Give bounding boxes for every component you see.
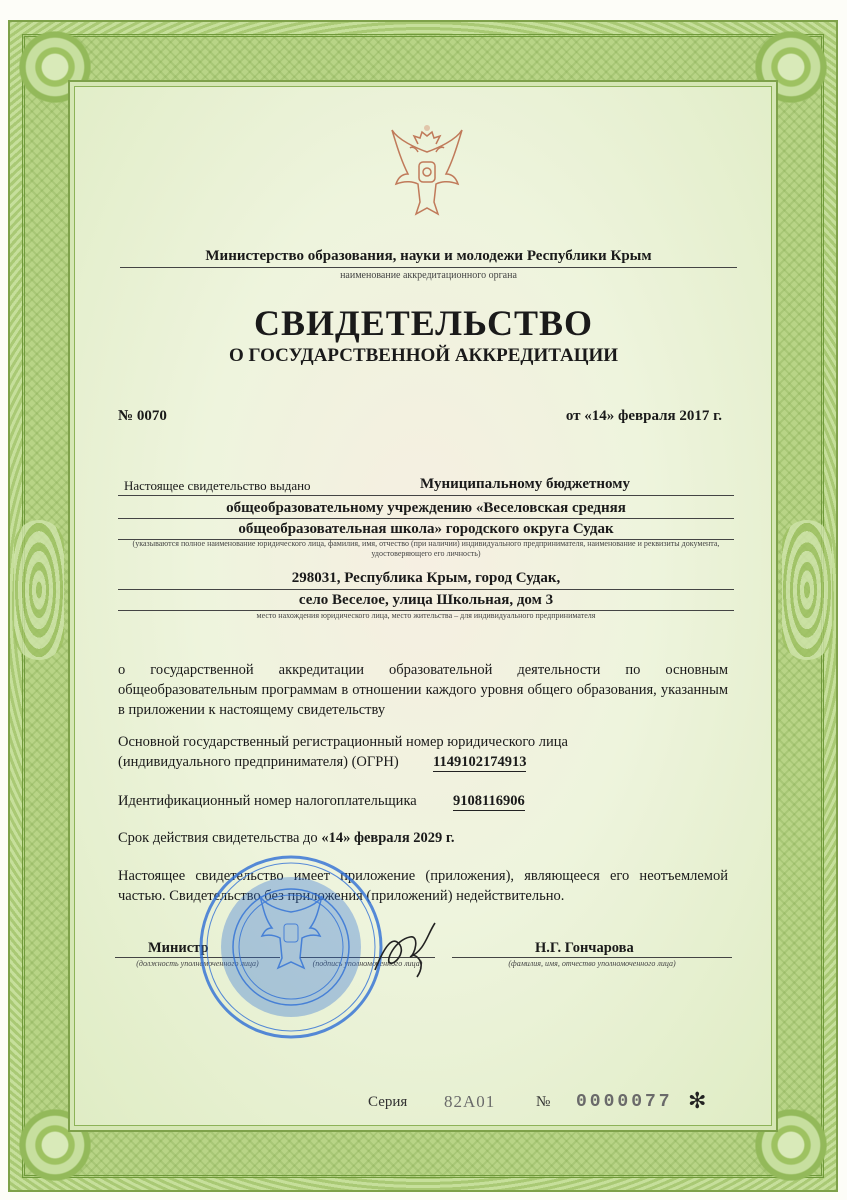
- form-number-value: 0000077: [576, 1092, 673, 1112]
- coat-of-arms-icon: [388, 122, 466, 222]
- registration-number: № 0070: [118, 408, 167, 424]
- appendix-text: Настоящее свидетельство имеет приложение (приложения), являющееся его неотъемлемой частью. Свидетельство без приложения (приложений) недействительно.: [118, 868, 728, 904]
- inn-value: 9108116906: [453, 793, 525, 809]
- asterisk-mark: ✻: [688, 1088, 707, 1113]
- issued-to-label: Настоящее свидетельство выдано: [124, 478, 311, 493]
- inn-label: Идентификационный номер налогоплательщика: [118, 793, 417, 809]
- divider: [452, 957, 732, 958]
- role-caption: (должность уполномоченного лица): [136, 959, 259, 968]
- validity: [118, 830, 454, 847]
- validity-label: Срок действия свидетельства до: [118, 830, 318, 846]
- issue-date: от «14» февраля 2017 г.: [565, 408, 722, 424]
- form-number-label: №: [536, 1094, 551, 1110]
- address-line-2: село Веселое, улица Школьная, дом 3: [298, 592, 554, 608]
- ogrn-label-cont: (индивидуального предпринимателя) (ОГРН): [118, 754, 399, 770]
- official-seal-icon: [196, 852, 386, 1042]
- accreditation-text: о государственной аккредитации образовательной деятельности по основным общеобразовательным программам в отношении каждого уровня общего образования, указанным в приложении к настоящему свидетельству: [118, 662, 728, 718]
- address-caption: место нахождения юридического лица, место жительства – для индивидуального предпринимателя: [256, 611, 596, 620]
- document-title: СВИДЕТЕЛЬСТВО: [253, 303, 594, 343]
- signer-role: Министр: [148, 940, 209, 956]
- organization-line-2: общеобразовательному учреждению «Веселовская средняя: [226, 500, 626, 516]
- divider: [118, 589, 734, 590]
- issuer-caption: наименование аккредитационного органа: [340, 270, 517, 281]
- divider: [118, 518, 734, 519]
- issuer-name: Министерство образования, науки и молодежи Республики Крым: [205, 248, 652, 264]
- signature-caption: (подпись уполномоченного лица): [312, 959, 423, 968]
- series-value: 82А01: [444, 1092, 496, 1111]
- signature-mark: [365, 915, 445, 985]
- organization-caption: (указываются полное наименование юридического лица, фамилия, имя, отчество (при наличии) индивидуального предпринимателя, наименование и реквизиты документа, удостоверяющего его личность): [132, 539, 720, 558]
- validity-date: «14» февраля 2029 г.: [321, 830, 455, 846]
- signer-name: Н.Г. Гончарова: [535, 940, 634, 956]
- document-subtitle: О ГОСУДАРСТВЕННОЙ АККРЕДИТАЦИИ: [228, 345, 619, 366]
- organization-line-1: Муниципальному бюджетному: [420, 476, 630, 492]
- ogrn-value: 1149102174913: [433, 754, 527, 770]
- divider: [118, 495, 734, 496]
- signer-caption: (фамилия, имя, отчество уполномоченного лица): [508, 959, 676, 968]
- divider: [120, 267, 737, 268]
- ogrn-label: Основной государственный регистрационный номер юридического лица: [118, 734, 568, 750]
- series-label: Серия: [368, 1094, 408, 1110]
- organization-line-3: общеобразовательная школа» городского округа Судак: [238, 521, 614, 537]
- address-line-1: 298031, Республика Крым, город Судак,: [291, 570, 561, 586]
